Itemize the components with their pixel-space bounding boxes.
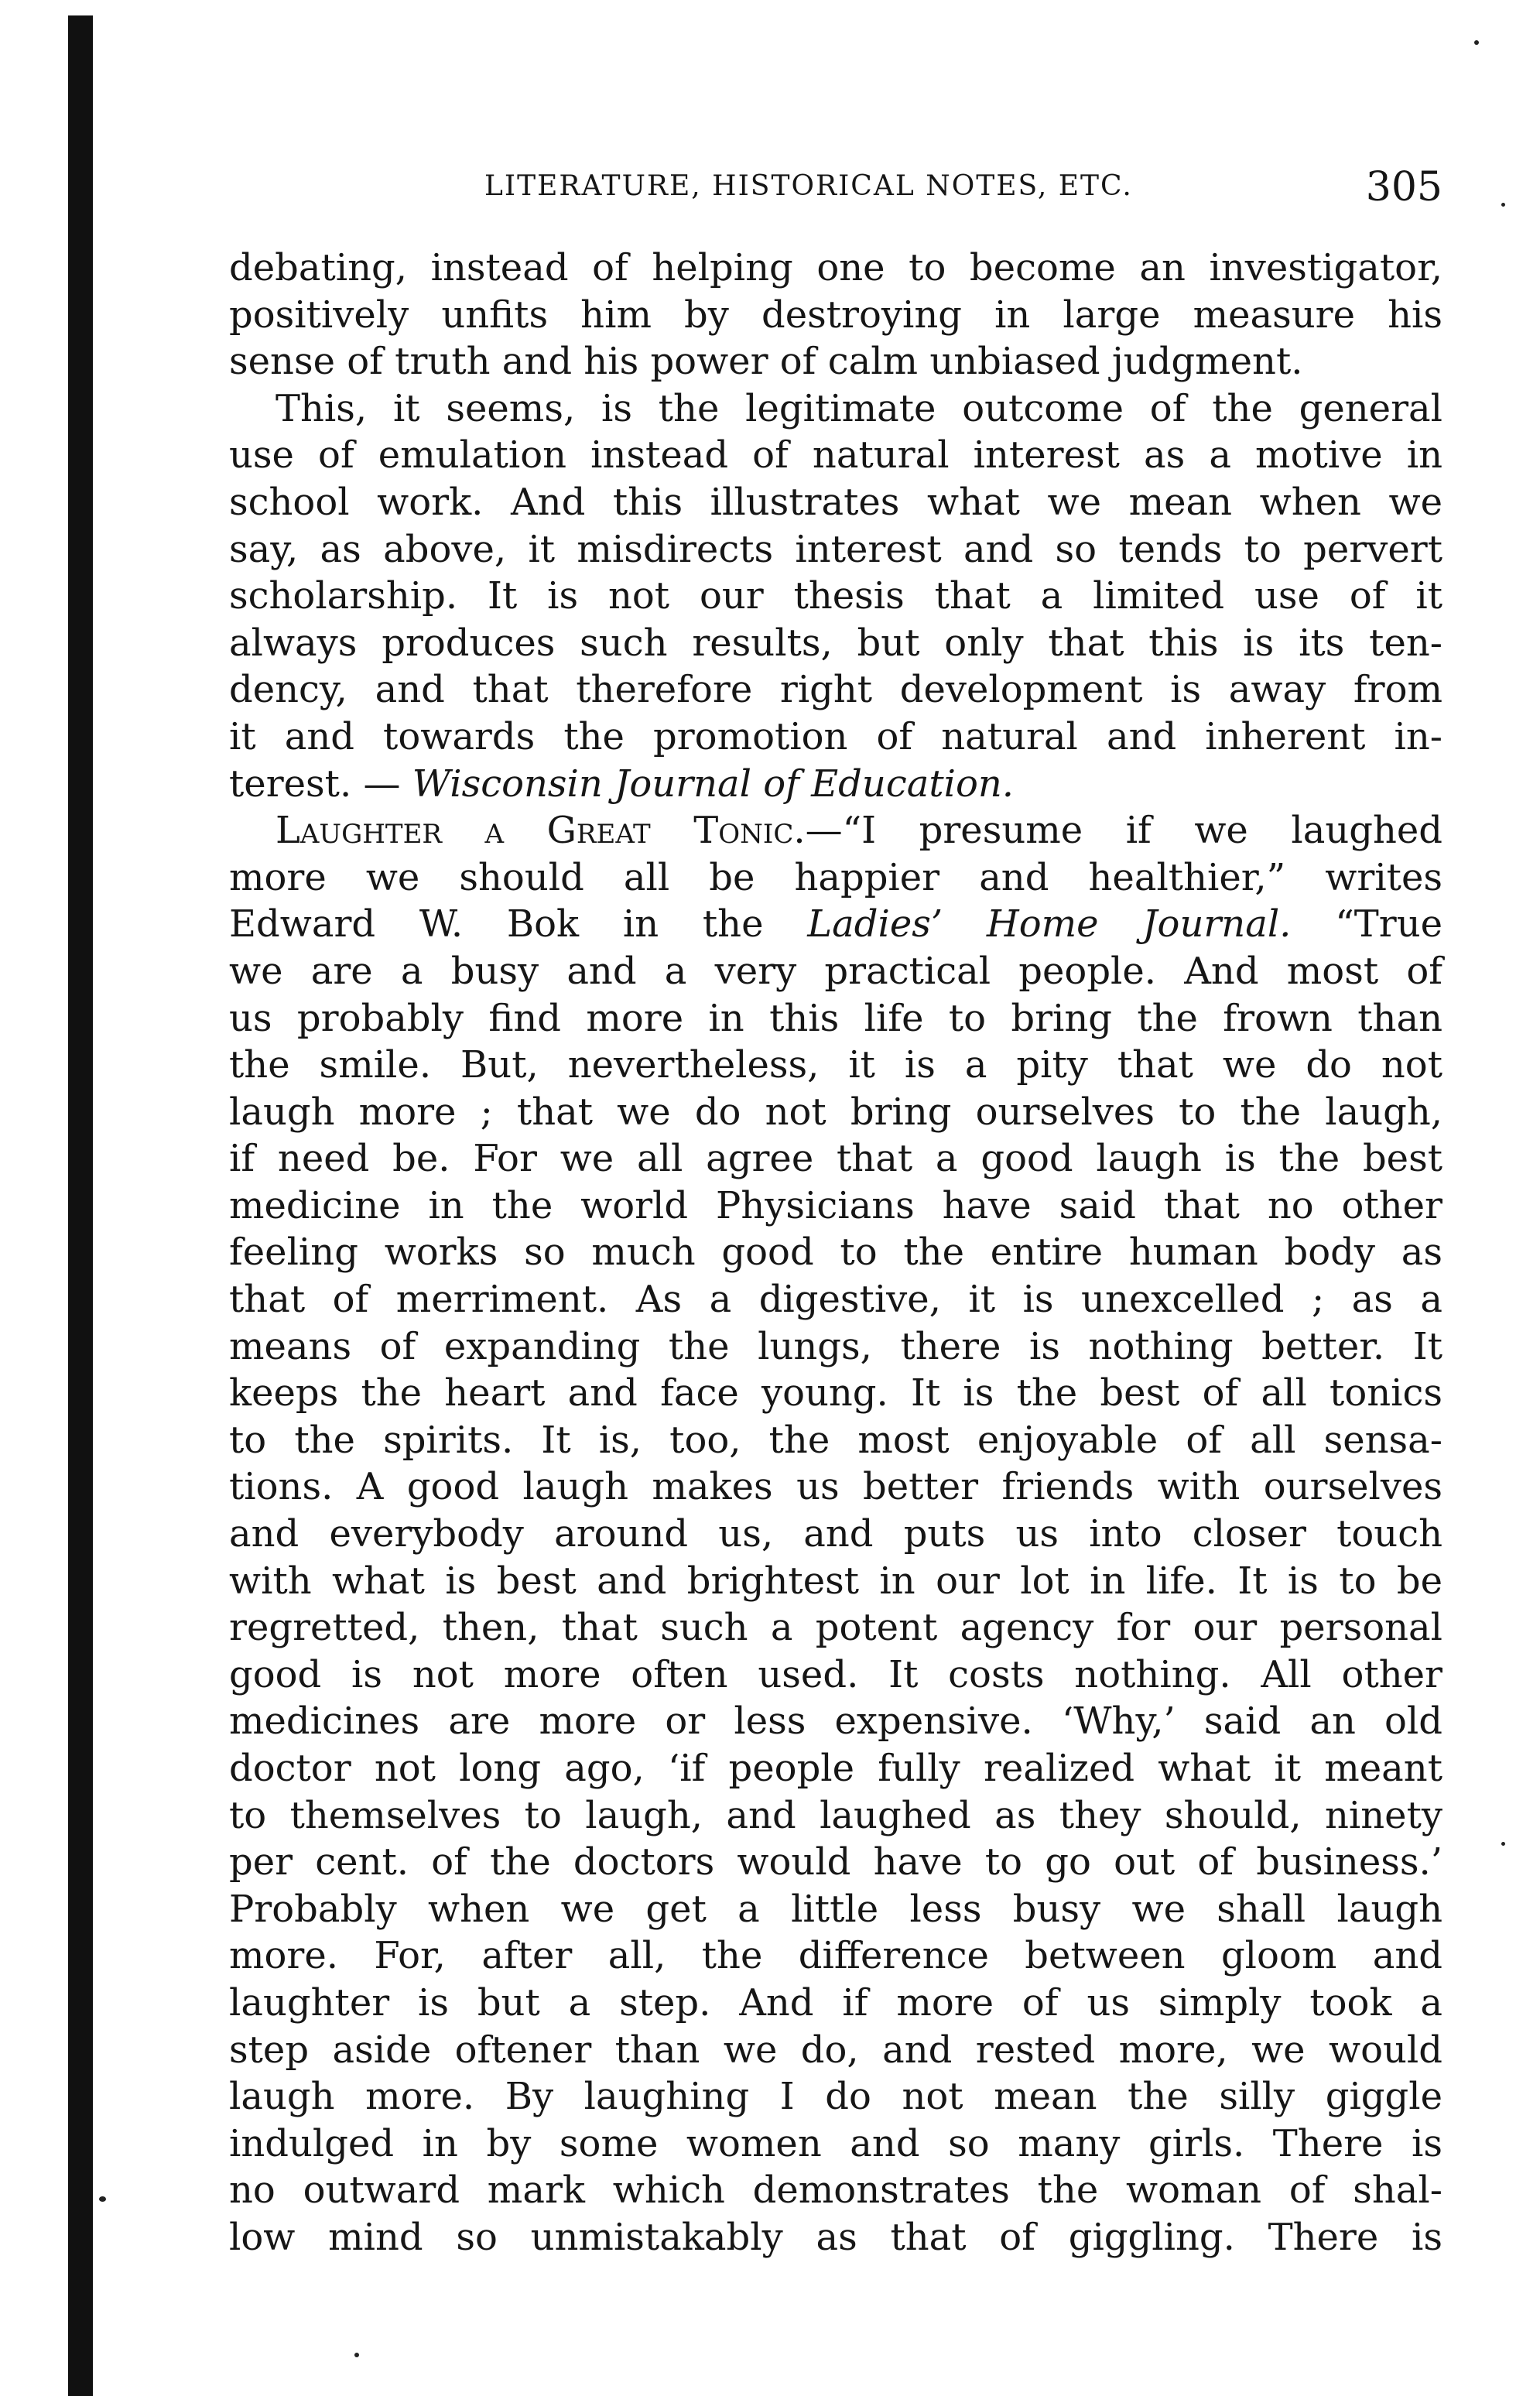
text-line: always produces such results, but only that this is its ten- [229, 621, 1442, 665]
scan-speck [99, 2196, 106, 2202]
text-line: indulged in by some women and so many girls. There is [229, 2121, 1442, 2165]
text-line: the smile. But, nevertheless, it is a pity that we do not [229, 1043, 1442, 1087]
text-line: laughter is but a step. And if more of us simply took a [229, 1980, 1442, 2025]
body-text [229, 245, 1442, 2261]
text-fragment: terest. — [229, 762, 412, 806]
text-line: positively unfits him by destroying in large measure his [229, 293, 1442, 337]
text-line: regretted, then, that such a potent agency for our personal [229, 1606, 1442, 1650]
text-line: low mind so unmistakably as that of giggling. There is [229, 2215, 1442, 2259]
text-line: medicine in the world Physicians have said that no other [229, 1183, 1442, 1227]
text-line: good is not more often used. It costs nothing. All other [229, 1652, 1442, 1696]
text-line: Probably when we get a little less busy we shall laugh [229, 1887, 1442, 1931]
text-line: us probably find more in this life to bring the frown than [229, 996, 1442, 1040]
scan-speck [1501, 203, 1505, 207]
scan-speck [1474, 40, 1479, 45]
text-fragment: “True [1291, 902, 1443, 946]
text-line: and everybody around us, and puts us into closer touch [229, 1512, 1442, 1556]
text-line: school work. And this illustrates what we mean when we [229, 480, 1442, 524]
paragraph-emulation [229, 385, 1442, 807]
text-line: laugh more. By laughing I do not mean the silly giggle [229, 2075, 1442, 2119]
text-line: to the spirits. It is, too, the most enjoyable of all sensa- [229, 1418, 1442, 1462]
text-line: debating, instead of helping one to become an investigator, [229, 246, 1442, 289]
text-line: keeps the heart and face young. It is the best of all tonics [229, 1371, 1442, 1415]
text-line: if need be. For we all agree that a good laugh is the best [229, 1137, 1442, 1181]
text-line [229, 901, 1442, 948]
text-line: it and towards the promotion of natural and inherent in- [229, 714, 1442, 758]
text-line: sense of truth and his power of calm unbiased judgment. [229, 340, 1303, 384]
text-line: means of expanding the lungs, there is nothing better. It [229, 1324, 1442, 1368]
source-citation: Ladies’ Home Journal. [807, 902, 1292, 946]
scan-speck [1501, 1842, 1505, 1846]
source-citation: Wisconsin Journal of Education. [412, 762, 1015, 806]
page-number: 305 [1365, 164, 1442, 211]
text-line: use of emulation instead of natural interest as a motive in [229, 433, 1442, 477]
text-line: doctor not long ago, ‘if people fully realized what it meant [229, 1747, 1442, 1790]
text-line: we are a busy and a very practical people. And most of [229, 949, 1442, 993]
section-heading: Laughter a Great Tonic. [275, 809, 806, 853]
paragraph-continuation [229, 245, 1442, 385]
text-fragment: —“I presume if we laughed [805, 809, 1442, 853]
scan-speck [354, 2353, 359, 2357]
text-line: that of merriment. As a digestive, it is unexcelled ; as a [229, 1278, 1442, 1322]
text-line: per cent. of the doctors would have to go out of business.’ [229, 1840, 1442, 1884]
text-line: dency, and that therefore right development is away from [229, 668, 1442, 712]
running-title: LITERATURE, HISTORICAL NOTES, ETC. [484, 170, 1133, 202]
text-line: say, as above, it misdirects interest and so tends to pervert [229, 527, 1442, 571]
text-line: no outward mark which demonstrates the woman of shal- [229, 2168, 1442, 2213]
binding-shadow [68, 15, 93, 2396]
paragraph-laughter [229, 807, 1442, 2261]
text-line: feeling works so much good to the entire human body as [229, 1231, 1442, 1275]
text-line [229, 807, 1442, 854]
text-line [229, 761, 1442, 808]
text-line: This, it seems, is the legitimate outcome of the general [275, 386, 1442, 430]
text-line: with what is best and brightest in our lot in life. It is to be [229, 1559, 1442, 1603]
text-line: step aside oftener than we do, and rested more, we would [229, 2028, 1442, 2072]
text-line: scholarship. It is not our thesis that a limited use of it [229, 574, 1442, 618]
text-line: medicines are more or less expensive. ‘Why,’ said an old [229, 1699, 1442, 1744]
text-line: to themselves to laugh, and laughed as they should, ninety [229, 1793, 1442, 1837]
text-line: more we should all be happier and healthier,” writes [229, 855, 1442, 899]
text-line: laugh more ; that we do not bring ourselves to the laugh, [229, 1090, 1442, 1134]
text-line: more. For, after all, the difference between gloom and [229, 1934, 1442, 1978]
text-fragment: Edward W. Bok in the [229, 902, 808, 946]
running-header [229, 164, 1442, 211]
text-line: tions. A good laugh makes us better friends with ourselves [229, 1465, 1442, 1509]
